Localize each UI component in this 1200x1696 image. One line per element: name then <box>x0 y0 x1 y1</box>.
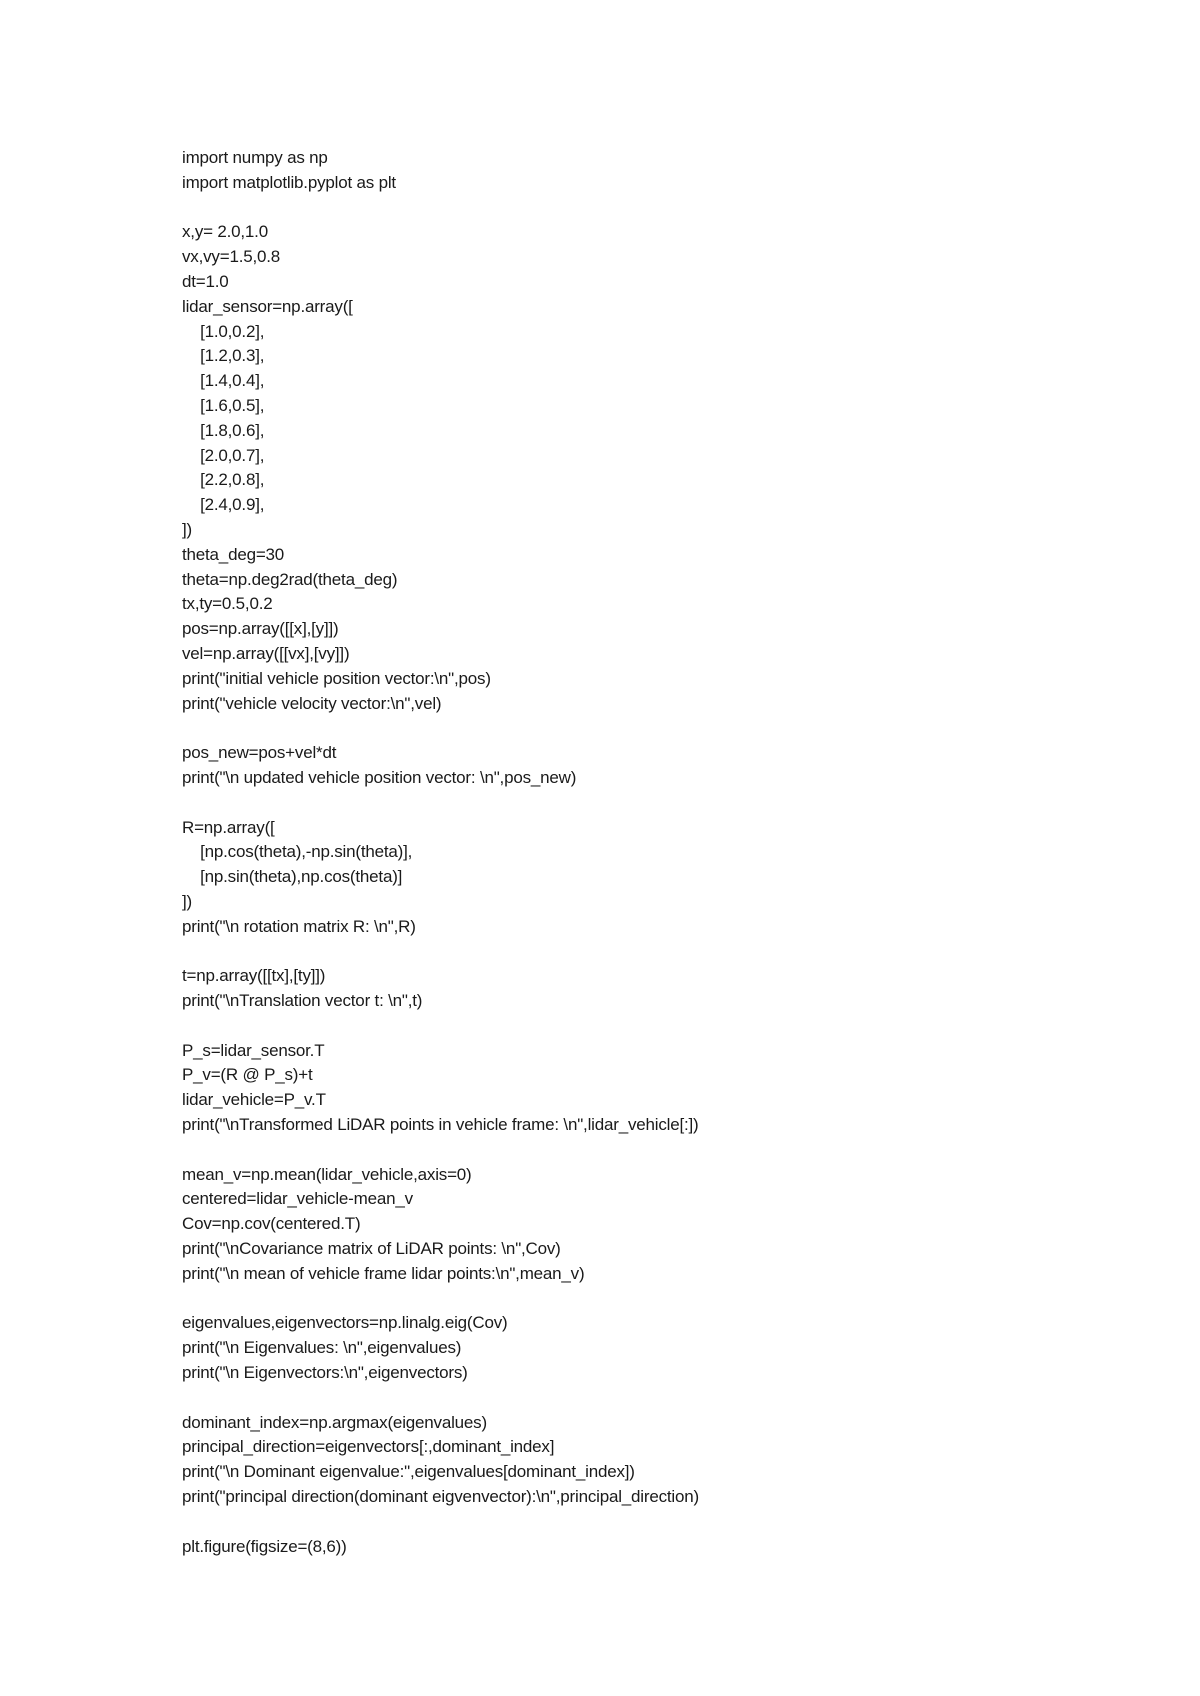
code-line: lidar_vehicle=P_v.T <box>182 1090 326 1110</box>
code-line: print("\n updated vehicle position vector: \n",pos_new) <box>182 767 577 787</box>
code-line: print("vehicle velocity vector:\n",vel) <box>182 693 442 713</box>
code-line: pos_new=pos+vel*dt <box>182 743 337 763</box>
code-line: x,y= 2.0,1.0 <box>182 222 268 242</box>
code-line: theta=np.deg2rad(theta_deg) <box>182 569 398 589</box>
code-line <box>182 1287 1142 1312</box>
code-line <box>182 1138 1142 1163</box>
code-line: print("\nCovariance matrix of LiDAR points: \n",Cov) <box>182 1239 561 1259</box>
code-line: Cov=np.cov(centered.T) <box>182 1214 361 1234</box>
code-line: plt.figure(figsize=(8,6)) <box>182 1536 347 1556</box>
code-line: [2.0,0.7], <box>182 445 265 465</box>
code-line: P_v=(R @ P_s)+t <box>182 1065 313 1085</box>
code-line: [np.cos(theta),-np.sin(theta)], <box>182 842 413 862</box>
code-line: print("principal direction(dominant eigvenvector):\n",principal_direction) <box>182 1487 699 1507</box>
code-line: print("\n Eigenvectors:\n",eigenvectors) <box>182 1363 468 1383</box>
code-line: [1.0,0.2], <box>182 321 265 341</box>
code-line <box>182 791 1142 816</box>
code-line: print("\n Dominant eigenvalue:",eigenvalues[dominant_index]) <box>182 1462 635 1482</box>
code-line: ]) <box>182 519 192 539</box>
code-line: vx,vy=1.5,0.8 <box>182 247 281 267</box>
code-line: import matplotlib.pyplot as plt <box>182 172 396 192</box>
code-line: principal_direction=eigenvectors[:,dominant_index] <box>182 1437 555 1457</box>
code-line: [np.sin(theta),np.cos(theta)] <box>182 867 403 887</box>
code-listing <box>182 146 1142 1559</box>
code-line <box>182 196 1142 221</box>
code-line: vel=np.array([[vx],[vy]]) <box>182 643 350 663</box>
code-line: P_s=lidar_sensor.T <box>182 1040 325 1060</box>
code-line: [2.2,0.8], <box>182 470 265 490</box>
code-line: dominant_index=np.argmax(eigenvalues) <box>182 1412 487 1432</box>
code-line: print("\n rotation matrix R: \n",R) <box>182 916 416 936</box>
code-line: dt=1.0 <box>182 271 229 291</box>
code-line: print("initial vehicle position vector:\n",pos) <box>182 668 491 688</box>
code-line: print("\n Eigenvalues: \n",eigenvalues) <box>182 1338 462 1358</box>
code-line: tx,ty=0.5,0.2 <box>182 594 273 614</box>
code-line <box>182 716 1142 741</box>
code-line <box>182 940 1142 965</box>
code-line: pos=np.array([[x],[y]]) <box>182 619 339 639</box>
code-line: lidar_sensor=np.array([ <box>182 296 353 316</box>
code-line: print("\n mean of vehicle frame lidar points:\n",mean_v) <box>182 1263 585 1283</box>
code-line: eigenvalues,eigenvectors=np.linalg.eig(Cov) <box>182 1313 508 1333</box>
code-line: [2.4,0.9], <box>182 495 265 515</box>
code-line: print("\nTransformed LiDAR points in vehicle frame: \n",lidar_vehicle[:]) <box>182 1115 699 1135</box>
code-line: centered=lidar_vehicle-mean_v <box>182 1189 413 1209</box>
code-line: [1.6,0.5], <box>182 395 265 415</box>
code-line: mean_v=np.mean(lidar_vehicle,axis=0) <box>182 1164 472 1184</box>
code-line <box>182 1014 1142 1039</box>
code-line <box>182 1510 1142 1535</box>
code-line: [1.8,0.6], <box>182 420 265 440</box>
code-line: print("\nTranslation vector t: \n",t) <box>182 991 423 1011</box>
code-line: import numpy as np <box>182 148 328 167</box>
code-line: [1.4,0.4], <box>182 371 265 391</box>
code-line: R=np.array([ <box>182 817 275 837</box>
code-line: ]) <box>182 891 192 911</box>
code-line: theta_deg=30 <box>182 544 285 564</box>
code-line <box>182 1386 1142 1411</box>
code-line: [1.2,0.3], <box>182 346 265 366</box>
code-line: t=np.array([[tx],[ty]]) <box>182 966 326 986</box>
